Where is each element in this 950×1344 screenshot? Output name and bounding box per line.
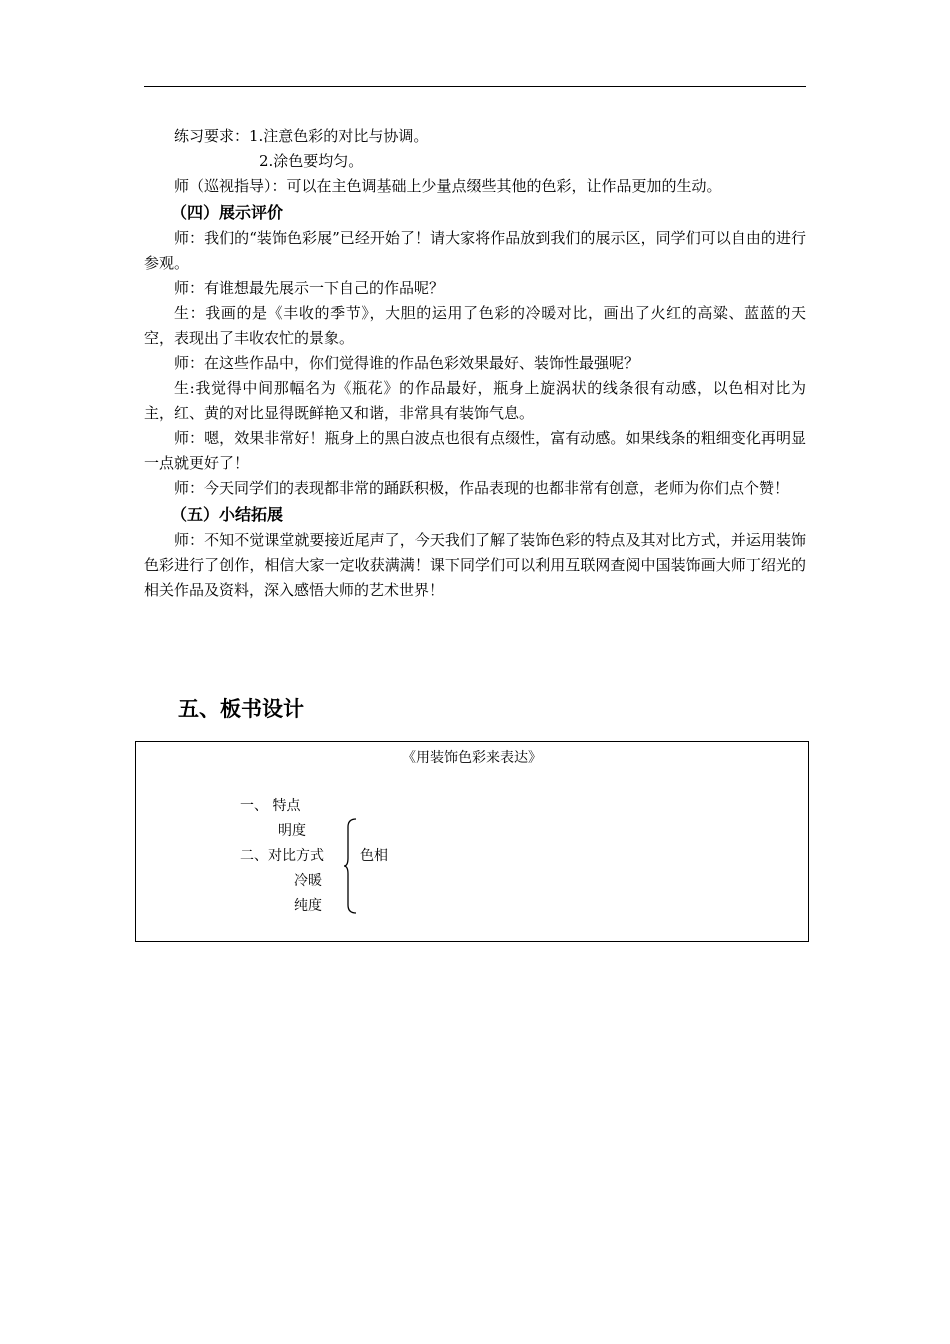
board-item-contrast-methods: 二、对比方式 [240, 848, 324, 864]
section-heading-summary: （五）小结拓展 [171, 505, 284, 524]
board-item-brightness: 明度 [278, 823, 306, 839]
board-design-heading: 五、板书设计 [178, 697, 304, 721]
paragraph: 师：我们的“装饰色彩展”已经开始了！请大家将作品放到我们的展示区，同学们可以自由的进行参观。 [144, 229, 806, 272]
section-heading-display-evaluation: （四）展示评价 [171, 203, 284, 222]
board-item-hue: 色相 [360, 848, 388, 864]
paragraph: 师：不知不觉课堂就要接近尾声了，今天我们了解了装饰色彩的特点及其对比方式，并运用装饰色彩进行了创作，相信大家一定收获满满！课下同学们可以利用互联网查阅中国装饰画大师丁绍光的相关作品及资料，深入感悟大师的艺术世界！ [144, 531, 806, 599]
paragraph: 师：嗯，效果非常好！瓶身上的黑白波点也很有点缀性，富有动感。如果线条的粗细变化再明显一点就更好了！ [144, 429, 806, 472]
paragraph: 师：有谁想最先展示一下自己的作品呢？ [174, 279, 445, 297]
board-item-features: 一、 特点 [240, 798, 301, 814]
practice-requirement-2: 2.涂色要均匀。 [259, 152, 364, 170]
board-item-saturation: 纯度 [294, 898, 322, 914]
paragraph: 生:我觉得中间那幅名为《瓶花》的作品最好，瓶身上旋涡状的线条很有动感，以色相对比为主，红、黄的对比显得既鲜艳又和谐，非常具有装饰气息。 [144, 379, 806, 422]
curly-brace-icon [344, 818, 358, 914]
board-design-box [135, 741, 809, 942]
document-body [144, 124, 806, 603]
header-rule [144, 86, 806, 87]
paragraph: 师：今天同学们的表现都非常的踊跃积极，作品表现的也都非常有创意，老师为你们点个赞！ [174, 479, 790, 497]
paragraph: 生：我画的是《丰收的季节》，大胆的运用了色彩的冷暖对比，画出了火红的高粱、蓝蓝的天空，表现出了丰收农忙的景象。 [144, 304, 806, 347]
board-title: 《用装饰色彩来表达》 [402, 750, 542, 766]
teacher-guidance: 师（巡视指导）：可以在主色调基础上少量点缀些其他的色彩，让作品更加的生动。 [174, 177, 722, 195]
paragraph: 师：在这些作品中，你们觉得谁的作品色彩效果最好、装饰性最强呢？ [174, 354, 640, 372]
board-item-warm-cool: 冷暖 [294, 873, 322, 889]
practice-requirement-1: 练习要求：1.注意色彩的对比与协调。 [174, 127, 429, 145]
